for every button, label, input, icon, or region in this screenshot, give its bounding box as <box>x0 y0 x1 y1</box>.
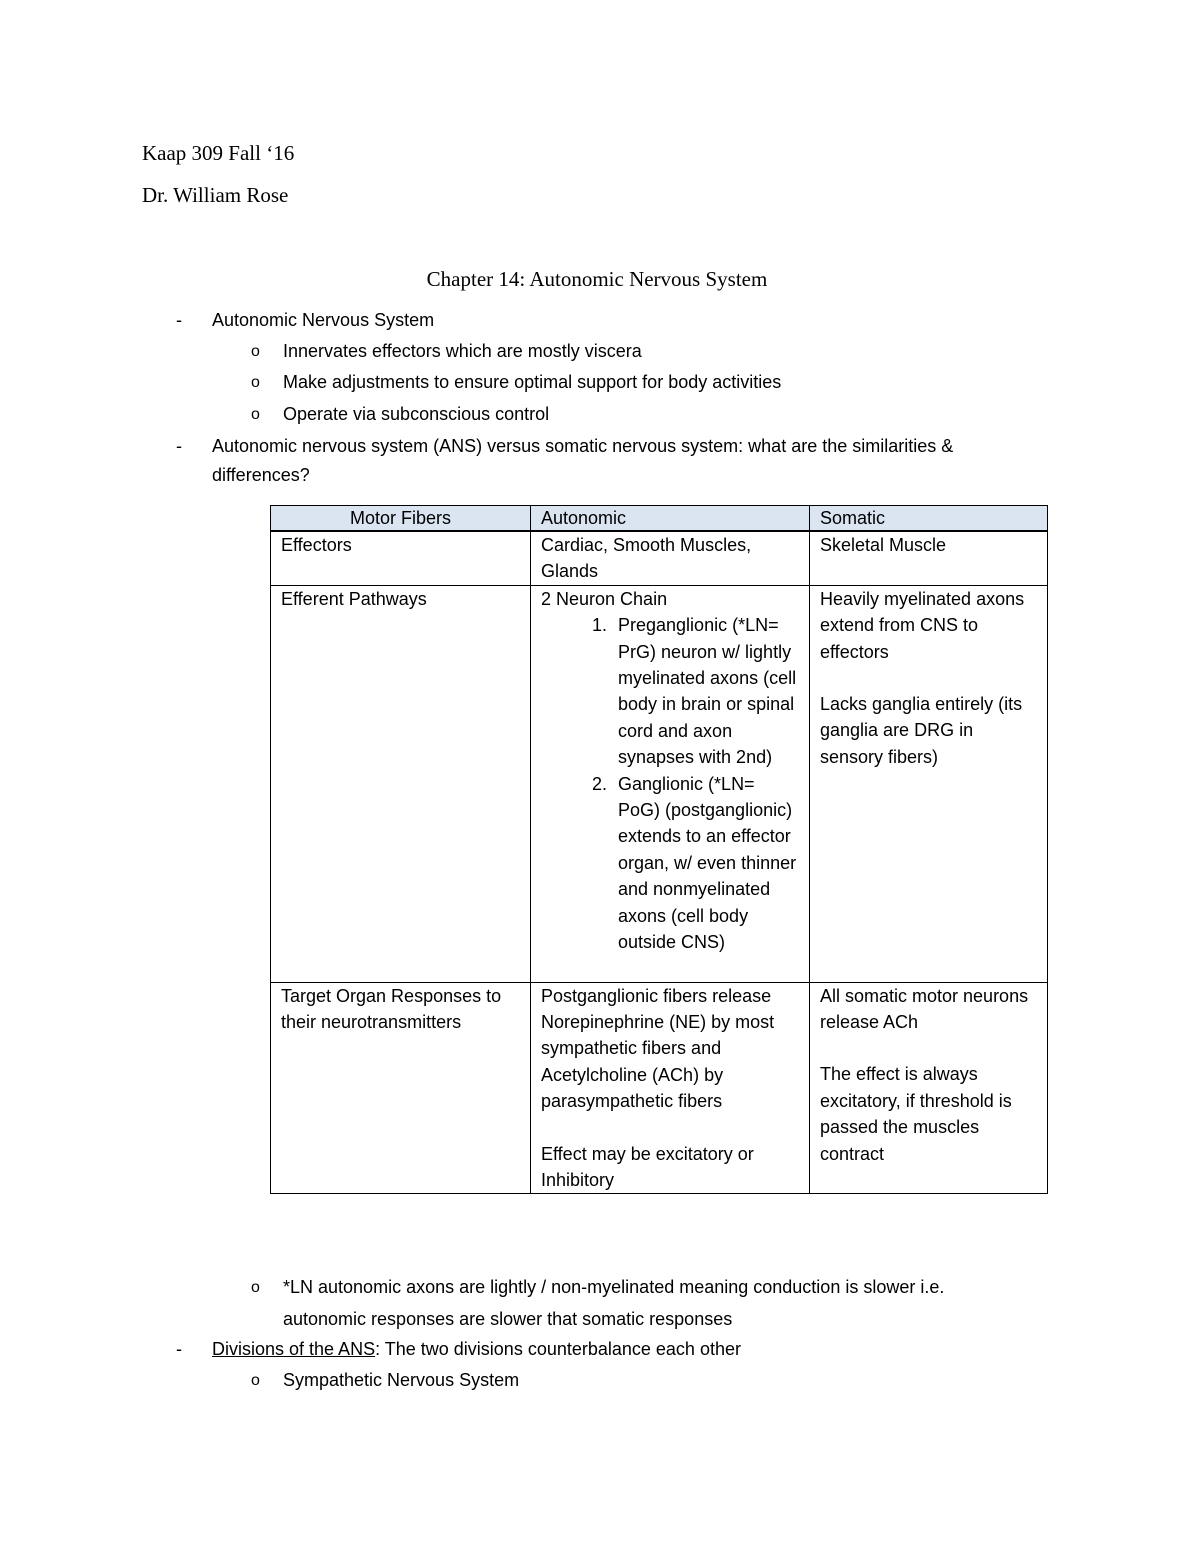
list-item: 1. Preganglionic (*LN= PrG) neuron w/ lightly myelinated axons (cell body in brain or spinal cord and axon synapses with 2nd) <box>612 612 799 770</box>
table-cell: Cardiac, Smooth Muscles, Glands <box>531 531 810 585</box>
list-item: 2. Ganglionic (*LN= PoG) (postganglionic) extends to an effector organ, w/ even thinner and nonmyelinated axons (cell body outside CNS) <box>612 771 799 956</box>
instructor-line: Dr. William Rose <box>142 183 289 207</box>
dash-bullet: - <box>176 436 182 456</box>
numbered-list <box>541 612 799 955</box>
sub-item: Innervates effectors which are mostly viscera <box>283 341 642 361</box>
circle-bullet: o <box>251 406 260 423</box>
comparison-table <box>270 505 1048 1194</box>
table-cell <box>810 982 1048 1194</box>
row-label: Target Organ Responses to their neurotransmitters <box>271 982 531 1194</box>
note-line: *LN autonomic axons are lightly / non-myelinated meaning conduction is slower i.e. <box>283 1277 945 1297</box>
cell-text: Lacks ganglia entirely (its ganglia are DRG in sensory fibers) <box>820 694 1023 767</box>
cell-text: 2 Neuron Chain <box>541 588 668 609</box>
outline-item-comparison: Autonomic nervous system (ANS) versus somatic nervous system: what are the similarities & <box>212 436 954 456</box>
divisions-heading: Divisions of the ANS <box>212 1339 376 1359</box>
table-cell <box>810 585 1048 982</box>
cell-text: Heavily myelinated axons extend from CNS to effectors <box>820 588 1025 662</box>
column-header: Motor Fibers <box>271 506 531 532</box>
cell-text: Effect may be excitatory or Inhibitory <box>541 1143 754 1190</box>
divisions-text: : The two divisions counterbalance each other <box>375 1339 741 1359</box>
row-label: Efferent Pathways <box>271 585 531 982</box>
table-row <box>271 531 1048 585</box>
table-row <box>271 982 1048 1194</box>
outline-item-divisions <box>212 1339 741 1360</box>
row-label: Effectors <box>271 531 531 585</box>
sub-item: Make adjustments to ensure optimal support for body activities <box>283 372 782 392</box>
circle-bullet: o <box>251 1372 260 1389</box>
table-cell <box>531 585 810 982</box>
dash-bullet: - <box>176 1339 182 1359</box>
cell-text: Postganglionic fibers release Norepinephrine (NE) by most sympathetic fibers and Acetylcholine (ACh) by parasympathetic fibers <box>541 985 775 1112</box>
chapter-title: Chapter 14: Autonomic Nervous System <box>426 267 768 291</box>
table-cell <box>531 982 810 1194</box>
dash-bullet: - <box>176 310 182 330</box>
outline-item-ans: Autonomic Nervous System <box>212 310 435 330</box>
note-line-cont: autonomic responses are slower that somatic responses <box>283 1309 733 1329</box>
table-cell: Skeletal Muscle <box>810 531 1048 585</box>
sub-item: Operate via subconscious control <box>283 404 550 424</box>
table-header-row <box>271 506 1048 532</box>
circle-bullet: o <box>251 374 260 391</box>
table-row <box>271 585 1048 982</box>
course-line: Kaap 309 Fall ‘16 <box>142 141 295 165</box>
column-header: Somatic <box>810 506 1048 532</box>
column-header: Autonomic <box>531 506 810 532</box>
outline-item-comparison-cont: differences? <box>212 465 310 485</box>
circle-bullet: o <box>251 1279 260 1296</box>
circle-bullet: o <box>251 343 260 360</box>
cell-text: All somatic motor neurons release ACh <box>820 985 1029 1032</box>
sub-item: Sympathetic Nervous System <box>283 1370 520 1390</box>
cell-text: The effect is always excitatory, if threshold is passed the muscles contract <box>820 1064 1012 1164</box>
